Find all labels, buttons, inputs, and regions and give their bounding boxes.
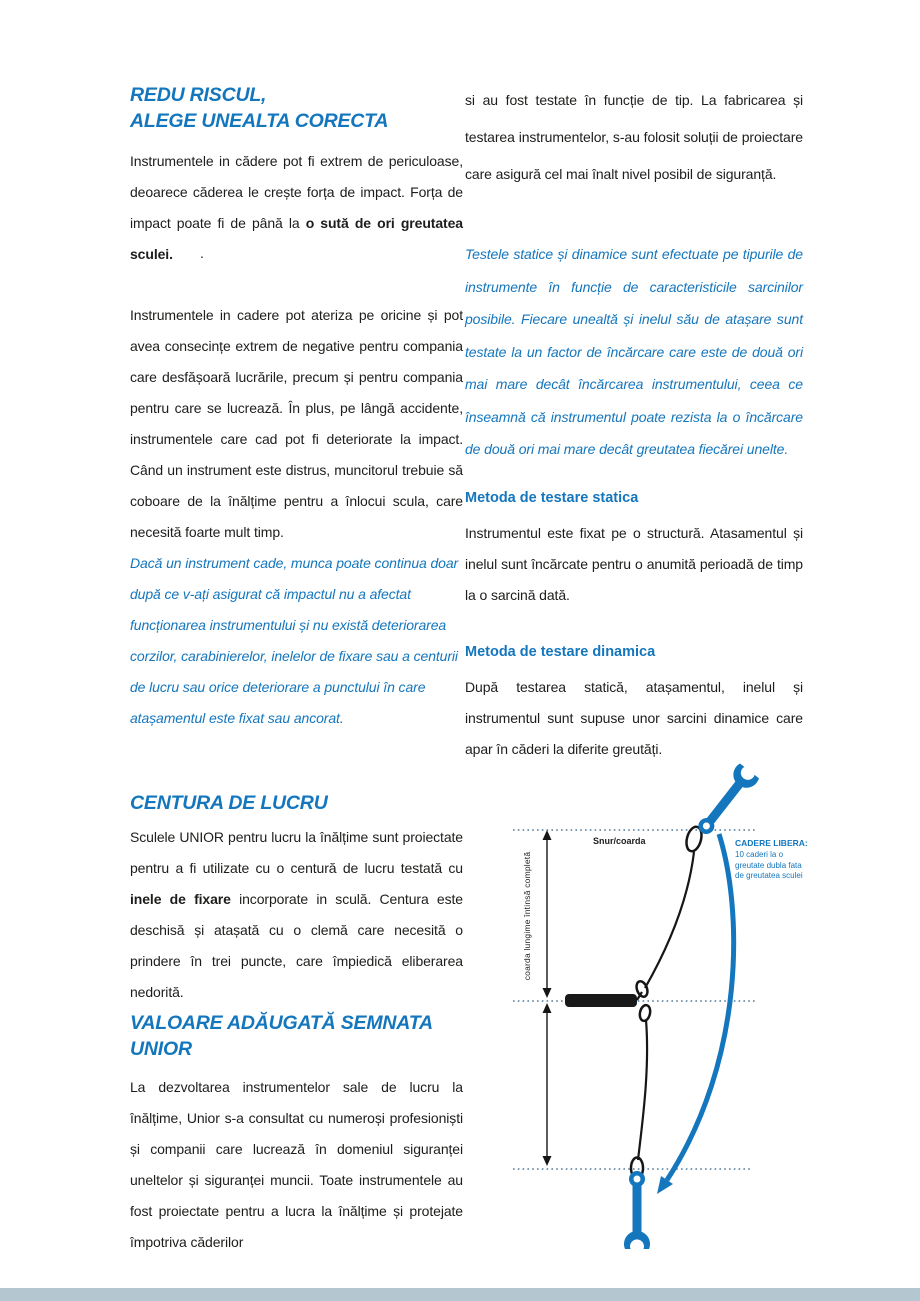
paragraph-static-test: Instrumentul este fixat pe o structură. Atasamentul și inelul sunt încărcate pentru o anumită perioadă de timp la o sarcină dată.: [465, 525, 803, 603]
free-fall-title: CADERE LIBERA:: [735, 838, 808, 848]
subheading-static-test: Metoda de testare statica: [465, 490, 639, 506]
heading-valoare-line1: VALOARE ADĂUGATĂ SEMNATA: [130, 1012, 433, 1034]
paragraph-impact-text: Instrumentele in cădere pot fi extrem de periculoase, deoarece căderea le crește forța de impact. Forța de impact poate fi de până la: [130, 153, 463, 231]
paragraph-consequences: Instrumentele in cadere pot ateriza pe oricine și pot avea consecințe extrem de negative pentru compania care desfășoară lucrările, precum și pentru compania pentru care se lucrează. În plus, pe lângă accidente, instrumentele care cad pot fi deteriorate la impact. Când un instrument este distrus, muncitorul trebuie să coboare de la înălțime pentru a înlocui scula, care necesită foarte mult timp.: [130, 307, 463, 540]
drop-test-figure: [505, 760, 815, 1260]
stray-period: .: [200, 245, 204, 261]
drop-test-diagram: [505, 760, 815, 1260]
wrench-icon-top: [691, 763, 760, 840]
paragraph-centura: [130, 822, 463, 1008]
rope-lower: [638, 1020, 647, 1160]
paragraph-testate: si au fost testate în funcție de tip. La fabricarea și testarea instrumentelor, s-au folosit soluții de proiectare care asigură cel mai înalt nivel posibil de siguranță.: [465, 92, 803, 182]
note-teste: Testele statice și dinamice sunt efectuate pe tipurile de instrumente în funcție de caracteristicile sarcinilor posibile. Fiecare unealtă și inelul său de atașare sunt testate la un factor de încărcare care este de două ori mai mare decât încărcarea instrumentului, ceea ce înseamnă că instrumentul poate rezista la o încărcare de două ori mai mare decât greutatea fiecărei unelte.: [465, 246, 803, 457]
length-arrow: [543, 830, 552, 1166]
rope-upper: [645, 852, 694, 988]
paragraph-dynamic-test: După testarea statică, atașamentul, inelul și instrumentul sunt supuse unor sarcini dinamice care apar în căderi la diferite greutăți.: [465, 679, 803, 757]
paragraph-centura-bold: inele de fixare: [130, 891, 231, 907]
paragraph-centura-text2: incorporate in sculă. Centura este deschisă și atașată cu o clemă care necesită o prindere în trei puncte, care împiedică eliberarea nedorită.: [130, 891, 463, 1000]
subheading-dynamic-test: Metoda de testare dinamica: [465, 644, 656, 660]
fall-path-arrow: [657, 834, 734, 1194]
free-fall-text: 10 caderi la o greutate dubla fata de greutatea sculei: [735, 850, 803, 880]
rope-label: Snur/coarda: [593, 836, 646, 846]
paragraph-dezvoltare: La dezvoltarea instrumentelor sale de lucru la înălțime, Unior s-a consultat cu numeroși profesioniști și companii care lucrează în domeniul siguranței uneltelor și siguranței muncii. Toate instrumentele au fost proiectate pentru a lucra la înălțime și protejate împotriva căderilor: [130, 1079, 463, 1250]
wrench-icon-bottom: [624, 1171, 650, 1249]
paragraph-impact-bold: o sută de ori greutatea sculei.: [130, 215, 463, 262]
paragraph-centura-text1: Sculele UNIOR pentru lucru la înălțime sunt proiectate pentru a fi utilizate cu o centură de lucru testată cu: [130, 829, 463, 876]
heading-valoare: [130, 1010, 463, 1062]
free-fall-label: [735, 838, 811, 882]
heading-valoare-line2: UNIOR: [130, 1038, 192, 1060]
footer-bar: [0, 1288, 920, 1301]
rope-length-label: coarda lungime întinsă completă: [522, 851, 532, 981]
paragraph-impact: [130, 146, 463, 270]
heading-centura: CENTURA DE LUCRU: [130, 792, 328, 814]
carabiner-icon-mid2: [638, 1004, 651, 1022]
heading-main-line1: REDU RISCUL,: [130, 84, 267, 106]
heading-main: [130, 82, 463, 134]
tool-handle: [565, 994, 637, 1007]
heading-main-line2: ALEGE UNEALTA CORECTA: [130, 110, 389, 132]
note-fall-check: Dacă un instrument cade, munca poate continua doar după ce v-ați asigurat că impactul nu a afectat funcționarea instrumentului și nu există deteriorarea corzilor, carabinierelor, inelelor de fixare sau a centurii de lucru sau orice deteriorare a punctului în care atașamentul este fixat sau ancorat.: [130, 555, 459, 726]
